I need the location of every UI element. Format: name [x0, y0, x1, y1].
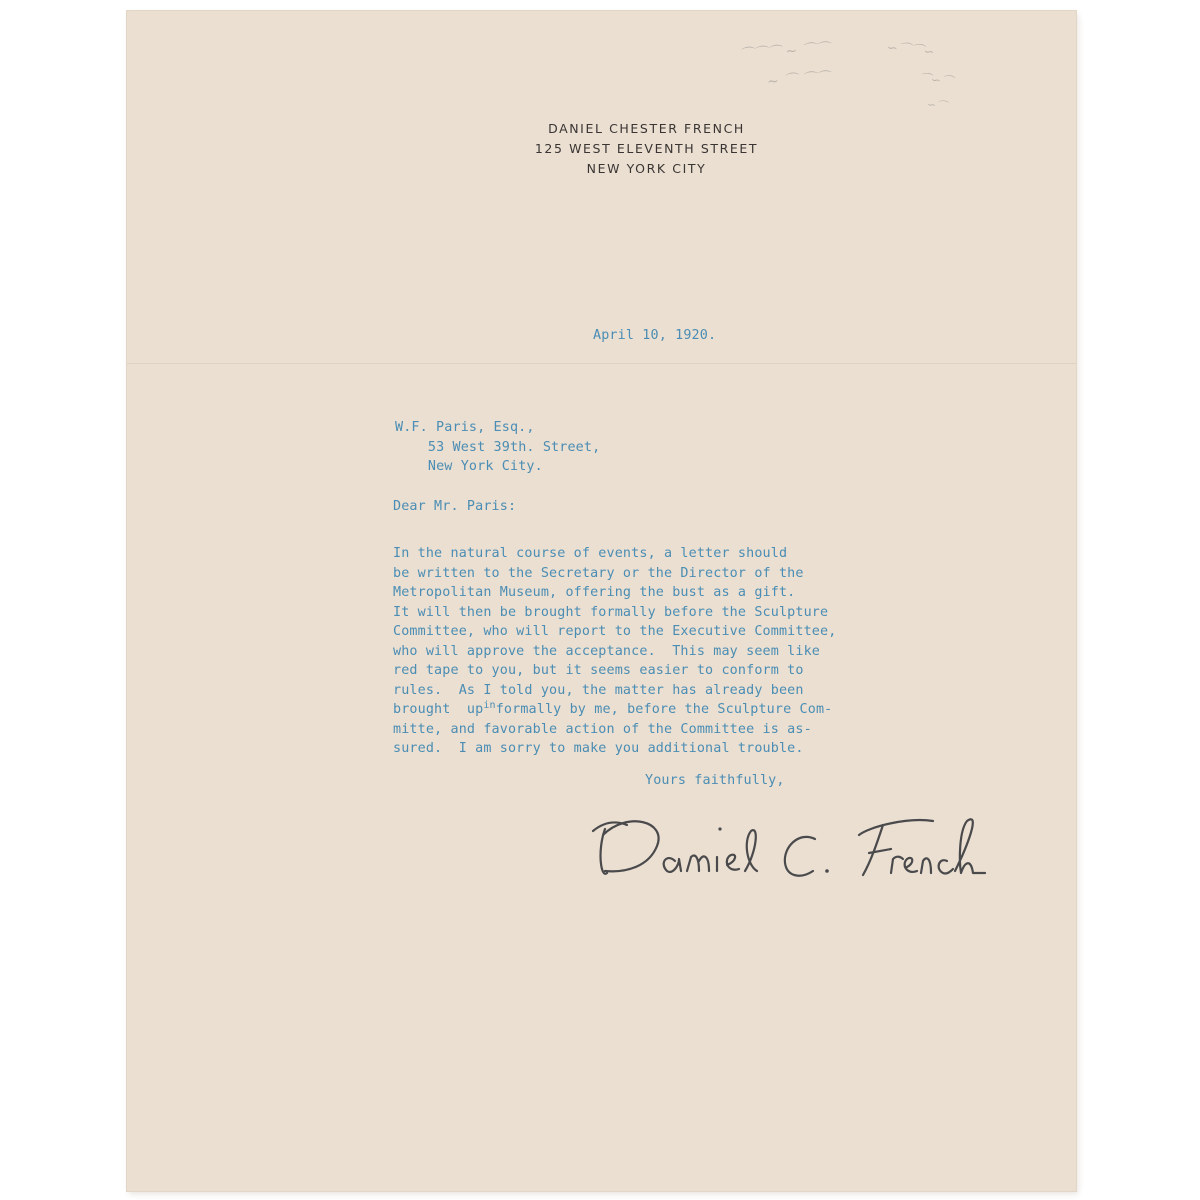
body-line: be written to the Secretary or the Director of the: [393, 565, 804, 581]
body-line: Committee, who will report to the Executive Committee,: [393, 624, 837, 639]
body-line: formally by me, before the Sculpture Com-: [495, 702, 833, 717]
handwritten-signature: [587, 791, 1007, 901]
recipient-line: W.F. Paris, Esq.,: [395, 420, 535, 435]
pencil-note: ∽⌒⌒∽: [886, 40, 936, 61]
letter-date: April 10, 1920.: [593, 328, 717, 343]
letter-body: [393, 544, 836, 759]
body-line: In the natural course of events, a letter should: [393, 546, 788, 561]
closing: Yours faithfully,: [645, 773, 785, 788]
pencil-note: ⌒⌒⌒ ~ ⌒⌒: [738, 40, 831, 64]
recipient-address: [395, 418, 600, 477]
letterhead-city: NEW YORK CITY: [586, 161, 707, 176]
recipient-line: New York City.: [427, 459, 543, 474]
salutation: Dear Mr. Paris:: [393, 499, 517, 514]
pencil-note: ∽⌒: [926, 97, 948, 114]
body-line: brought up: [393, 702, 484, 717]
letterhead-name: DANIEL CHESTER FRENCH: [548, 121, 745, 136]
inserted-word: in: [483, 700, 496, 711]
pencil-note: ~ ⌒ ⌒⌒: [766, 69, 831, 91]
body-line: It will then be brought formally before the Sculpture: [393, 604, 829, 620]
letterhead: [127, 119, 1076, 179]
body-line: rules. As I told you, the matter has already been: [393, 682, 804, 698]
letterhead-street: 125 WEST ELEVENTH STREET: [534, 141, 759, 156]
letter-paper: [127, 11, 1076, 1191]
body-line: who will approve the acceptance. This may seem like: [393, 643, 821, 659]
recipient-line: 53 West 39th. Street,: [427, 439, 601, 455]
pencil-note: ⌒∽⌒: [918, 71, 954, 89]
body-line: Metropolitan Museum, offering the bust as a gift.: [393, 585, 796, 600]
body-line: sured. I am sorry to make you additional trouble.: [393, 741, 804, 756]
body-line: mitte, and favorable action of the Committee is as-: [393, 721, 812, 737]
body-line: red tape to you, but it seems easier to conform to: [393, 663, 804, 678]
fold-line: [127, 363, 1076, 364]
